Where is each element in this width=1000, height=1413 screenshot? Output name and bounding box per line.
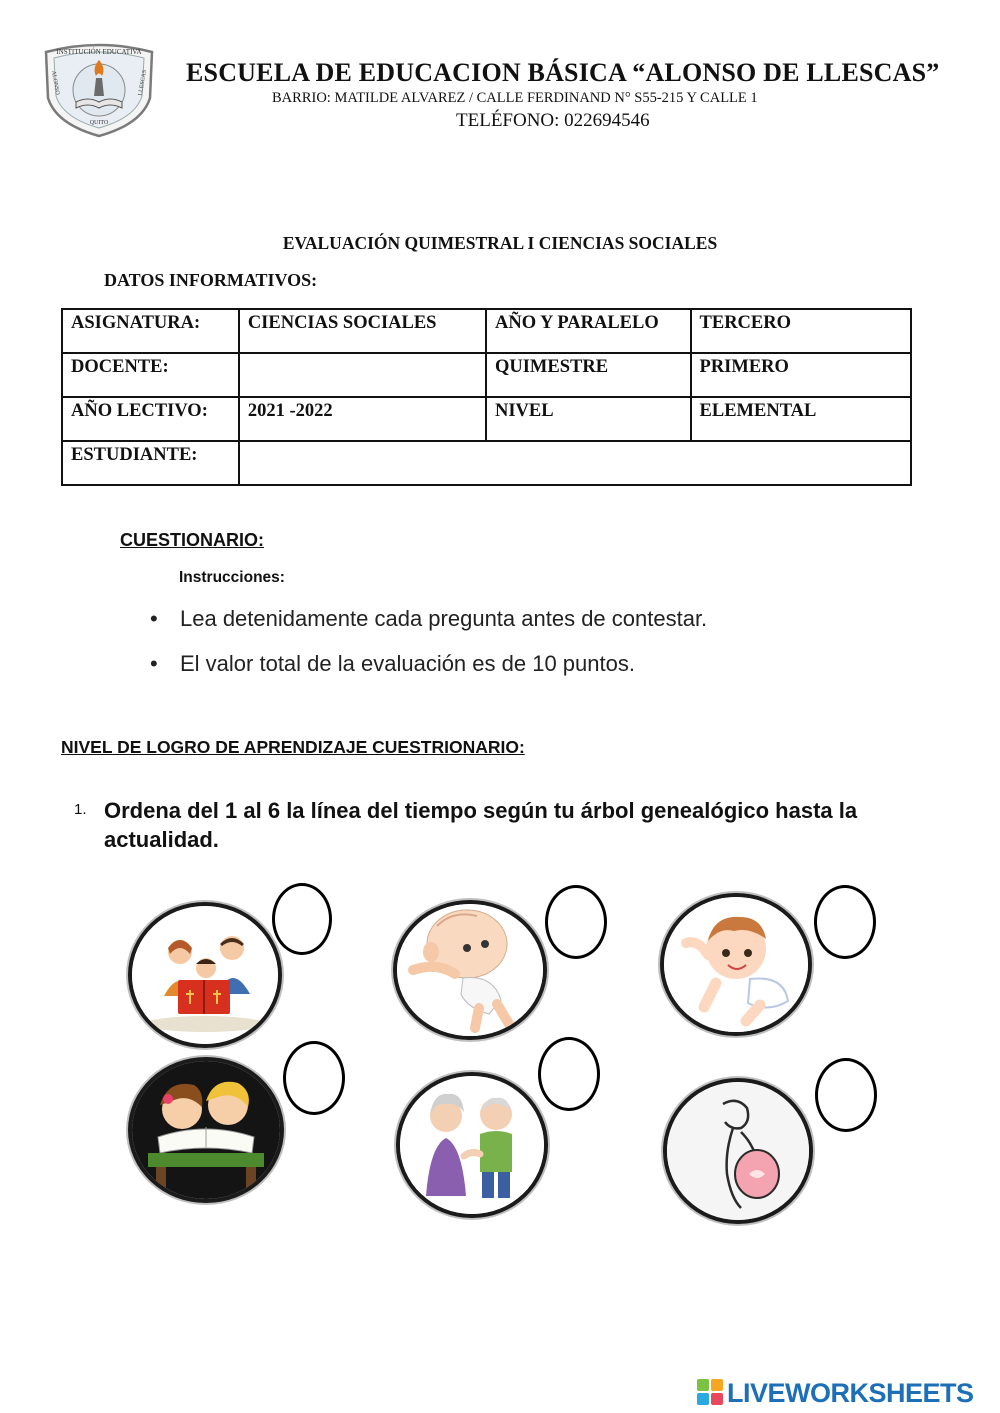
instruction-text: Lea detenidamente cada pregunta antes de contestar. [180,606,708,631]
table-cell: CIENCIAS SOCIALES [239,309,486,353]
crest-top-text: INSTITUCIÓN EDUCATIVA [56,48,142,56]
toddler-walking-icon [393,900,547,1040]
crest-right-text: LLESCAS [137,69,149,97]
liveworksheets-logo-icon [697,1379,723,1407]
pregnant-woman-icon [663,1078,813,1224]
table-row [62,441,911,485]
table-cell: AÑO Y PARALELO [486,309,691,353]
answer-circle[interactable] [283,1041,345,1115]
bullet-icon: • [150,606,158,631]
family-reading-icon [128,902,282,1048]
children-reading-icon [128,1057,284,1203]
nivel-logro-label: NIVEL DE LOGRO DE APRENDIZAJE CUESTRIONARIO: [61,737,525,757]
table-cell: ESTUDIANTE: [62,441,239,485]
table-cell: DOCENTE: [62,353,239,397]
table-cell: AÑO LECTIVO: [62,397,239,441]
table-cell: 2021 -2022 [239,397,486,441]
liveworksheets-brand[interactable]: LIVEWORKSHEETS [727,1378,974,1408]
school-phone: TELÉFONO: 022694546 [456,110,650,131]
crest-bottom-text: QUITO [89,120,109,126]
table-cell: NIVEL [486,397,691,441]
answer-circle[interactable] [815,1058,877,1132]
table-cell: ELEMENTAL [691,397,911,441]
table-row [62,309,911,353]
cuestionario-label: CUESTIONARIO: [120,530,264,550]
instruction-item [150,651,635,677]
baby-crawling-icon [660,893,812,1036]
info-table [61,308,912,486]
school-crest-logo [40,38,158,138]
crest-left-text: ALONSO [49,70,61,96]
table-cell: PRIMERO [691,353,911,397]
school-address: BARRIO: MATILDE ALVAREZ / CALLE FERDINAND N° S55-215 Y CALLE 1 [272,90,758,106]
instruction-item [150,606,707,632]
table-cell: QUIMESTRE [486,353,691,397]
bullet-icon: • [150,651,158,676]
instructions-label: Instrucciones: [179,569,285,586]
elderly-couple-icon [396,1072,548,1218]
answer-circle[interactable] [272,883,332,955]
docente-field[interactable] [239,353,486,397]
instruction-text: El valor total de la evaluación es de 10 puntos. [180,651,635,676]
answer-circle[interactable] [814,885,876,959]
estudiante-field[interactable] [239,441,911,485]
question-text: Ordena del 1 al 6 la línea del tiempo según tu árbol genealógico hasta la actualidad. [104,798,858,852]
table-cell: ASIGNATURA: [62,309,239,353]
school-name: ESCUELA DE EDUCACION BÁSICA “ALONSO DE LLESCAS” [186,58,940,87]
table-row [62,353,911,397]
datos-informativos-label: DATOS INFORMATIVOS: [104,270,318,290]
answer-circle[interactable] [538,1037,600,1111]
question-number: 1. [74,801,87,818]
table-row [62,397,911,441]
answer-circle[interactable] [545,885,607,959]
table-cell: TERCERO [691,309,911,353]
evaluation-title: EVALUACIÓN QUIMESTRAL I CIENCIAS SOCIALES [282,233,718,253]
